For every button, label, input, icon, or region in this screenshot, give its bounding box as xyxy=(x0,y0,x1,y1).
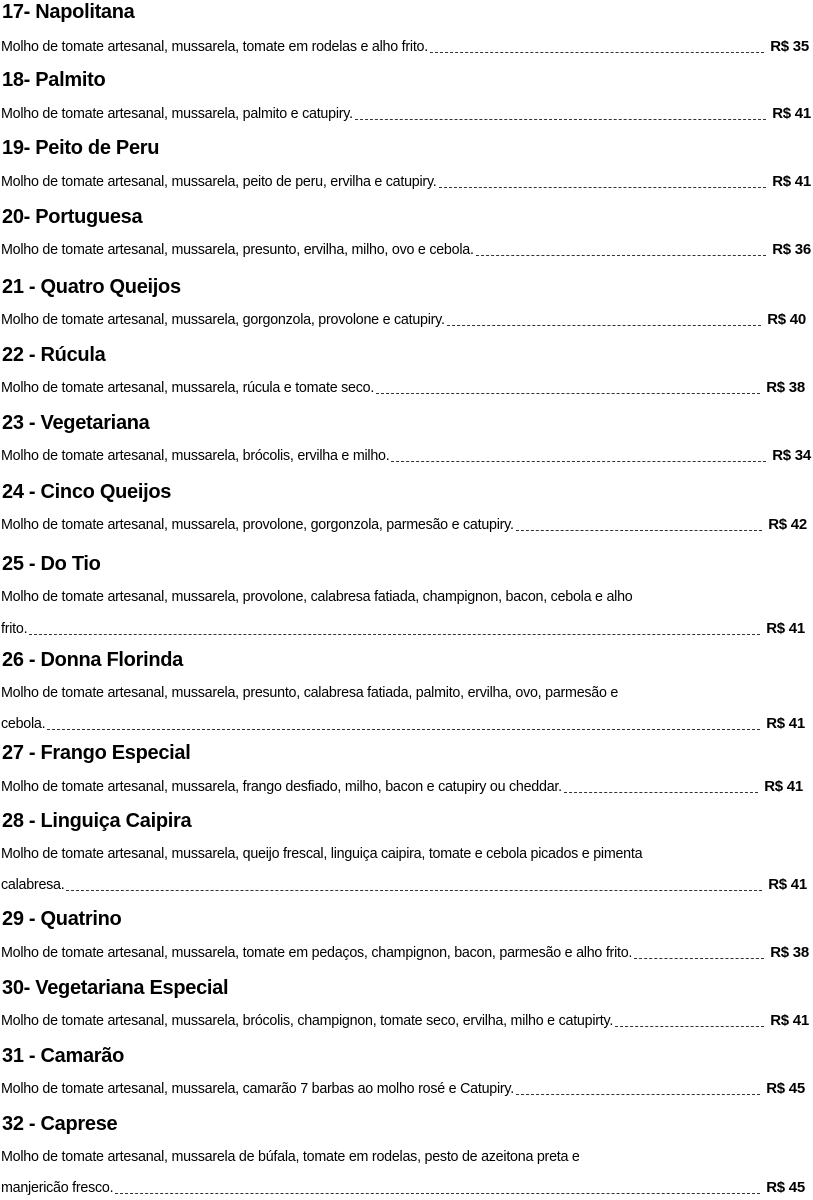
dotted-leader xyxy=(391,461,766,462)
dotted-leader xyxy=(66,890,762,891)
menu-item-price-row xyxy=(1,172,811,192)
menu-item-title: 31 - Camarão xyxy=(2,1045,125,1067)
menu-item-description: manjericão fresco. xyxy=(1,1180,114,1196)
menu-item-price: R$ 41 xyxy=(770,1012,809,1029)
menu-item-price-row xyxy=(1,104,811,124)
menu-item-price-row xyxy=(1,714,805,734)
menu-item-price-row xyxy=(1,240,811,260)
menu-item-title: 27 - Frango Especial xyxy=(2,742,191,764)
menu-item-description: cebola. xyxy=(1,716,46,732)
menu-item-title: 26 - Donna Florinda xyxy=(2,649,183,671)
menu-item-price-row xyxy=(1,1079,805,1099)
menu-item-price: R$ 45 xyxy=(766,1179,805,1196)
menu-item-price: R$ 41 xyxy=(772,105,811,122)
menu-item-title: 24 - Cinco Queijos xyxy=(2,481,172,503)
menu-item-title: 28 - Linguiça Caipira xyxy=(2,810,192,832)
menu-item-price: R$ 45 xyxy=(766,1080,805,1097)
menu-item-price-row xyxy=(1,515,807,535)
menu-item-price: R$ 34 xyxy=(772,447,811,464)
menu-item-price-row xyxy=(1,446,811,466)
menu-item-price: R$ 41 xyxy=(766,620,805,637)
menu-item-price: R$ 41 xyxy=(766,715,805,732)
menu-item-price: R$ 36 xyxy=(772,241,811,258)
menu-item-price-row xyxy=(1,777,803,797)
menu-item-title: 20- Portuguesa xyxy=(2,206,143,228)
dotted-leader xyxy=(476,255,767,256)
menu-item-title: 25 - Do Tio xyxy=(2,553,101,575)
menu-item-title: 17- Napolitana xyxy=(2,1,135,23)
menu-item-description: Molho de tomate artesanal, mussarela, rúcula e tomate seco. xyxy=(1,380,375,396)
menu-item-description: frito. xyxy=(1,621,28,637)
menu-item-description: Molho de tomate artesanal, mussarela, provolone, calabresa fatiada, champignon, bacon, cebola e alho xyxy=(1,589,633,605)
menu-item-price-row xyxy=(1,1011,809,1031)
menu-item-description: Molho de tomate artesanal, mussarela, presunto, ervilha, milho, ovo e cebola. xyxy=(1,242,474,258)
menu-item-description: Molho de tomate artesanal, mussarela, tomate em pedaços, champignon, bacon, parmesão e alho frito. xyxy=(1,945,633,961)
menu-item-description: Molho de tomate artesanal, mussarela, presunto, calabresa fatiada, palmito, ervilha, ovo, parmesão e xyxy=(1,685,619,701)
menu-item-description: Molho de tomate artesanal, mussarela, camarão 7 barbas ao molho rosé e Catupiry. xyxy=(1,1081,514,1097)
menu-item-description: Molho de tomate artesanal, mussarela, gorgonzola, provolone e catupiry. xyxy=(1,312,445,328)
menu-item-description: Molho de tomate artesanal, mussarela, frango desfiado, milho, bacon e catupiry ou cheddar. xyxy=(1,779,562,795)
menu-item-description: Molho de tomate artesanal, mussarela de búfala, tomate em rodelas, pesto de azeitona preta e xyxy=(1,1149,580,1165)
menu-item-price: R$ 42 xyxy=(768,516,807,533)
menu-item-price: R$ 38 xyxy=(766,379,805,396)
menu-item-description: Molho de tomate artesanal, mussarela, peito de peru, ervilha e catupiry. xyxy=(1,174,437,190)
menu-item-title: 22 - Rúcula xyxy=(2,344,106,366)
dotted-leader xyxy=(615,1026,764,1027)
menu-item-price-row xyxy=(1,378,805,398)
menu-item-price-row xyxy=(1,943,809,963)
dotted-leader xyxy=(376,393,760,394)
dotted-leader xyxy=(516,530,762,531)
menu-item-title: 21 - Quatro Queijos xyxy=(2,276,181,298)
dotted-leader xyxy=(564,792,758,793)
menu-item-price: R$ 38 xyxy=(770,944,809,961)
menu-item-title: 29 - Quatrino xyxy=(2,908,122,930)
menu-item-price-row xyxy=(1,1178,805,1198)
menu-item-title: 32 - Caprese xyxy=(2,1113,118,1135)
menu-item-description: Molho de tomate artesanal, mussarela, queijo frescal, linguiça caipira, tomate e cebola picados e pimenta xyxy=(1,846,643,862)
menu-item-title: 23 - Vegetariana xyxy=(2,412,150,434)
menu-item-price: R$ 40 xyxy=(767,311,806,328)
menu-item-title: 18- Palmito xyxy=(2,69,106,91)
dotted-leader xyxy=(430,52,764,53)
dotted-leader xyxy=(439,187,767,188)
menu-item-description: Molho de tomate artesanal, mussarela, palmito e catupiry. xyxy=(1,106,353,122)
menu-item-price-row xyxy=(1,619,805,639)
menu-item-description: calabresa. xyxy=(1,877,65,893)
menu-item-price-row xyxy=(1,37,809,57)
menu-item-price: R$ 41 xyxy=(764,778,803,795)
menu-item-description: Molho de tomate artesanal, mussarela, brócolis, champignon, tomate seco, ervilha, milho e catupirty. xyxy=(1,1013,614,1029)
dotted-leader xyxy=(47,729,760,730)
menu-item-description: Molho de tomate artesanal, mussarela, provolone, gorgonzola, parmesão e catupiry. xyxy=(1,517,514,533)
menu-item-description: Molho de tomate artesanal, mussarela, tomate em rodelas e alho frito. xyxy=(1,39,428,55)
dotted-leader xyxy=(29,634,760,635)
menu-item-price: R$ 41 xyxy=(768,876,807,893)
dotted-leader xyxy=(115,1193,760,1194)
menu-item-price: R$ 35 xyxy=(770,38,809,55)
menu-item-description: Molho de tomate artesanal, mussarela, brócolis, ervilha e milho. xyxy=(1,448,390,464)
dotted-leader xyxy=(355,119,766,120)
menu-item-title: 19- Peito de Peru xyxy=(2,137,160,159)
menu-item-title: 30- Vegetariana Especial xyxy=(2,977,229,999)
dotted-leader xyxy=(447,325,762,326)
menu-item-price: R$ 41 xyxy=(772,173,811,190)
dotted-leader xyxy=(516,1094,760,1095)
dotted-leader xyxy=(634,958,764,959)
menu-item-price-row xyxy=(1,310,806,330)
menu-item-price-row xyxy=(1,875,807,895)
